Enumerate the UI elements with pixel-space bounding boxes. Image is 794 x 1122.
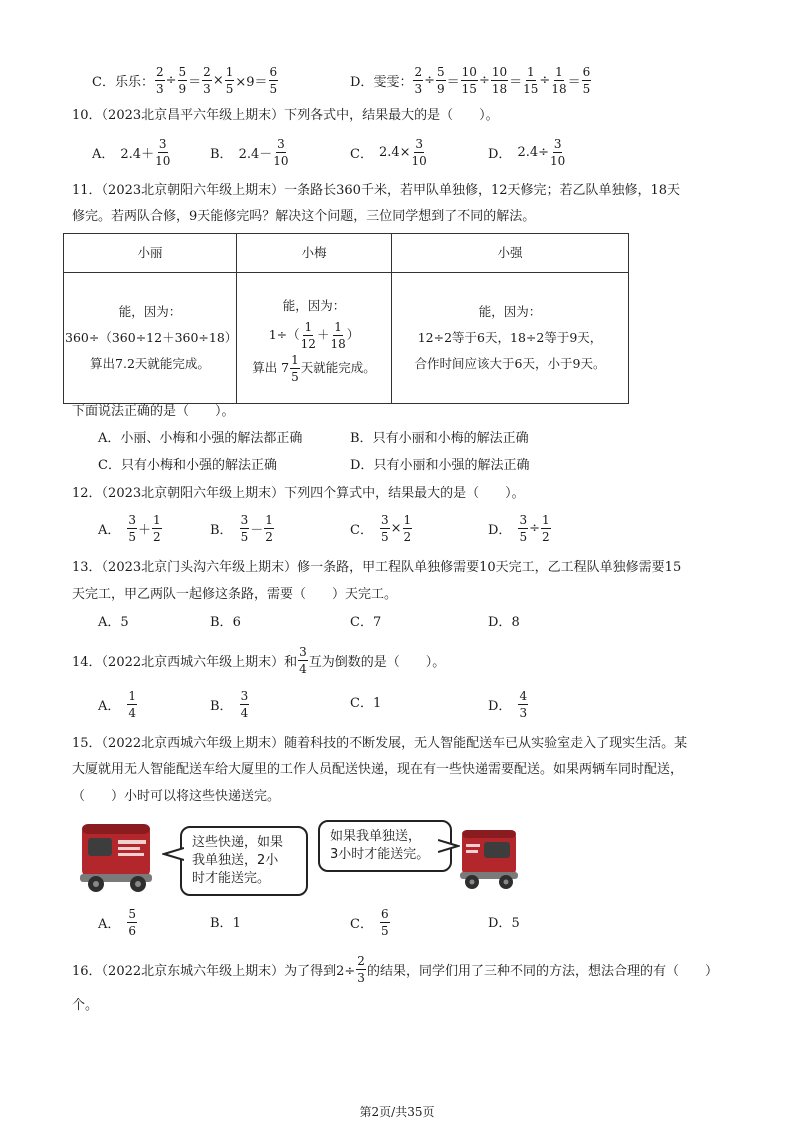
q10-option-b[interactable]: B． 2.4－ $\frac{3}{10}$ [210,137,289,168]
fraction: $\frac{4}{3}$ [519,689,528,720]
q9-option-c[interactable]: C． 乐乐： $\frac{2}{3}$ ÷ $\frac{5}{9}$ ＝ $\frac{2}{3}$ × $\frac{1}{5}$ ×9＝ $\frac{6}{5}$ [92,65,278,96]
speech-bubble-right: 如果我单独送， 3小时才能送完。 [318,820,452,872]
q11-option-b[interactable]: B．只有小丽和小梅的解法正确 [350,431,529,446]
q15-option-d[interactable]: D．5 [488,916,520,931]
fraction: $\frac{6}{5}$ [269,65,278,96]
header-xiaoli: 小丽 [64,234,237,273]
fraction: $\frac{3}{5}$ [240,513,249,544]
q14-option-b[interactable]: B． $\frac{3}{4}$ [210,689,249,720]
fraction: $\frac{1}{4}$ [128,689,137,720]
fraction: $\frac{3}{5}$ [380,513,389,544]
table-row [64,273,629,404]
student-name: 雯雯： [373,75,413,90]
q10-option-a[interactable]: A． 2.4＋ $\frac{3}{10}$ [92,137,171,168]
q11-stem-line1: 11．（2023北京朝阳六年级上期末）一条路长360千米，若甲队单独修，12天修完；若乙队单独修，18天 [72,183,681,198]
fraction: $\frac{2}{3}$ [155,65,164,96]
table-header-row [64,234,629,273]
fraction: $\frac{2}{3}$ [357,954,365,985]
q11-option-d[interactable]: D．只有小丽和小强的解法正确 [350,458,530,473]
option-label: D． [350,75,374,90]
q12-option-a[interactable]: A． $\frac{3}{5}$ ＋ $\frac{1}{2}$ [98,513,161,544]
fraction: $\frac{3}{10}$ [550,137,566,168]
q15-stem-line1: 15．（2022北京西城六年级上期末）随着科技的不断发展，无人智能配送车已从实验室走入了现实生活。某 [72,736,688,751]
fraction: $\frac{6}{5}$ [380,907,389,938]
q11-option-c[interactable]: C．只有小梅和小强的解法正确 [98,458,277,473]
option-label: C． [92,75,115,90]
xiaoqiang-solution: 能，因为： 12÷2等于6天，18÷2等于9天， 合作时间应该大于6天，小于9天。 [392,273,629,404]
q13-option-c[interactable]: C．7 [350,615,382,630]
q16-stem-line2: 个。 [72,998,99,1013]
fraction: $\frac{1}{2}$ [541,513,550,544]
page-footer: 第2页/共35页 [359,1105,435,1119]
q13-option-a[interactable]: A．5 [98,615,129,630]
q14-option-a[interactable]: A． $\frac{1}{4}$ [98,689,137,720]
fraction: $\frac{1}{18}$ [551,65,567,96]
q15-stem-line2: 大厦就用无人智能配送车给大厦里的工作人员配送快递，现在有一些快递需要配送。如果两辆车同时配送， [72,762,684,777]
fraction: $\frac{1}{2}$ [403,513,412,544]
fraction: $\frac{5}{9}$ [437,65,445,96]
xiaomei-solution: 能，因为： 1÷（ $\frac{1}{12}$ ＋ $\frac{1}{18}$ ） 算出 7 $\frac{1}{5}$ 天就能完成。 [237,273,392,404]
q12-option-d[interactable]: D． $\frac{3}{5}$ ÷ $\frac{1}{2}$ [488,513,550,544]
fraction: $\frac{1}{5}$ [291,353,299,384]
bubble-pointer-left-icon [162,846,184,862]
q15-option-c[interactable]: C． $\frac{6}{5}$ [350,907,389,938]
fraction: $\frac{3}{4}$ [240,689,249,720]
fraction: $\frac{1}{2}$ [153,513,161,544]
fraction: $\frac{2}{3}$ [203,65,211,96]
fraction: $\frac{1}{18}$ [330,320,346,351]
fraction: $\frac{10}{15}$ [461,65,477,96]
q15-option-a[interactable]: A． $\frac{5}{6}$ [98,907,137,938]
q13-option-d[interactable]: D．8 [488,615,520,630]
q11-stem-line2: 修完。若两队合修，9天能修完吗？解决这个问题，三位同学想到了不同的解法。 [72,209,536,224]
q13-stem-line1: 13．（2023北京门头沟六年级上期末）修一条路，甲工程队单独修需要10天完工，乙工程队单独修需要15 [72,560,682,575]
delivery-truck-left-image [76,816,160,896]
header-xiaomei: 小梅 [237,234,392,273]
fraction: $\frac{1}{5}$ [225,65,234,96]
q10-stem: 10．（2023北京昌平六年级上期末）下列各式中，结果最大的是（ ）。 [72,108,499,123]
fraction: $\frac{3}{10}$ [155,137,171,168]
header-xiaoqiang: 小强 [392,234,629,273]
q12-stem: 12．（2023北京朝阳六年级上期末）下列四个算式中，结果最大的是（ ）。 [72,486,525,501]
fraction: $\frac{3}{10}$ [411,137,427,168]
q13-stem-line2: 天完工，甲乙两队一起修这条路，需要（ ）天完工。 [72,587,398,602]
q13-option-b[interactable]: B．6 [210,615,241,630]
student-name: 乐乐： [114,75,154,90]
q14-option-c[interactable]: C．1 [350,696,382,711]
xiaoli-solution: 能，因为： 360÷（360÷12＋360÷18） 算出7.2天就能完成。 [64,273,237,404]
q15-stem-line3: （ ）小时可以将这些快递送完。 [72,789,281,804]
fraction: $\frac{6}{5}$ [582,65,591,96]
q10-option-d[interactable]: D． 2.4÷ $\frac{3}{10}$ [488,137,566,168]
q12-option-c[interactable]: C． $\frac{3}{5}$ × $\frac{1}{2}$ [350,513,412,544]
fraction: $\frac{5}{9}$ [178,65,187,96]
fraction: $\frac{2}{3}$ [414,65,423,96]
fraction: $\frac{1}{15}$ [523,65,539,96]
delivery-truck-right-image [456,824,522,894]
q10-option-c[interactable]: C． 2.4× $\frac{3}{10}$ [350,137,427,168]
fraction: $\frac{3}{10}$ [273,137,289,168]
q11-follow: 下面说法正确的是（ ）。 [72,404,235,419]
fraction: $\frac{3}{5}$ [519,513,528,544]
q11-option-a[interactable]: A．小丽、小梅和小强的解法都正确 [98,431,303,446]
q14-option-d[interactable]: D． $\frac{4}{3}$ [488,689,528,720]
q14-stem: 14．（2022北京西城六年级上期末）和 $\frac{3}{4}$ 互为倒数的是（ ）。 [72,645,446,676]
q12-option-b[interactable]: B． $\frac{3}{5}$ － $\frac{1}{2}$ [210,513,273,544]
solutions-table [63,233,629,404]
fraction: $\frac{10}{18}$ [491,65,508,96]
fraction: $\frac{5}{6}$ [128,907,137,938]
speech-bubble-left: 这些快递，如果 我单独送，2小 时才能送完。 [180,826,308,896]
q15-option-b[interactable]: B．1 [210,916,241,931]
fraction: $\frac{1}{12}$ [300,320,316,351]
fraction: $\frac{3}{5}$ [128,513,137,544]
q9-option-d[interactable]: D． 雯雯： $\frac{2}{3}$ ÷ $\frac{5}{9}$ ＝ $\frac{10}{15}$ ÷ $\frac{10}{18}$ ＝ $\frac{1}{15}$ ÷ $\frac{1}{18}$ ＝ $\frac{6}{5}$ [350,65,591,96]
fraction: $\frac{1}{2}$ [265,513,273,544]
q16-stem: 16．（2022北京东城六年级上期末）为了得到2÷ $\frac{2}{3}$ 的结果，同学们用了三种不同的方法，想法合理的有（ ） [72,954,718,985]
fraction: $\frac{3}{4}$ [299,645,307,676]
